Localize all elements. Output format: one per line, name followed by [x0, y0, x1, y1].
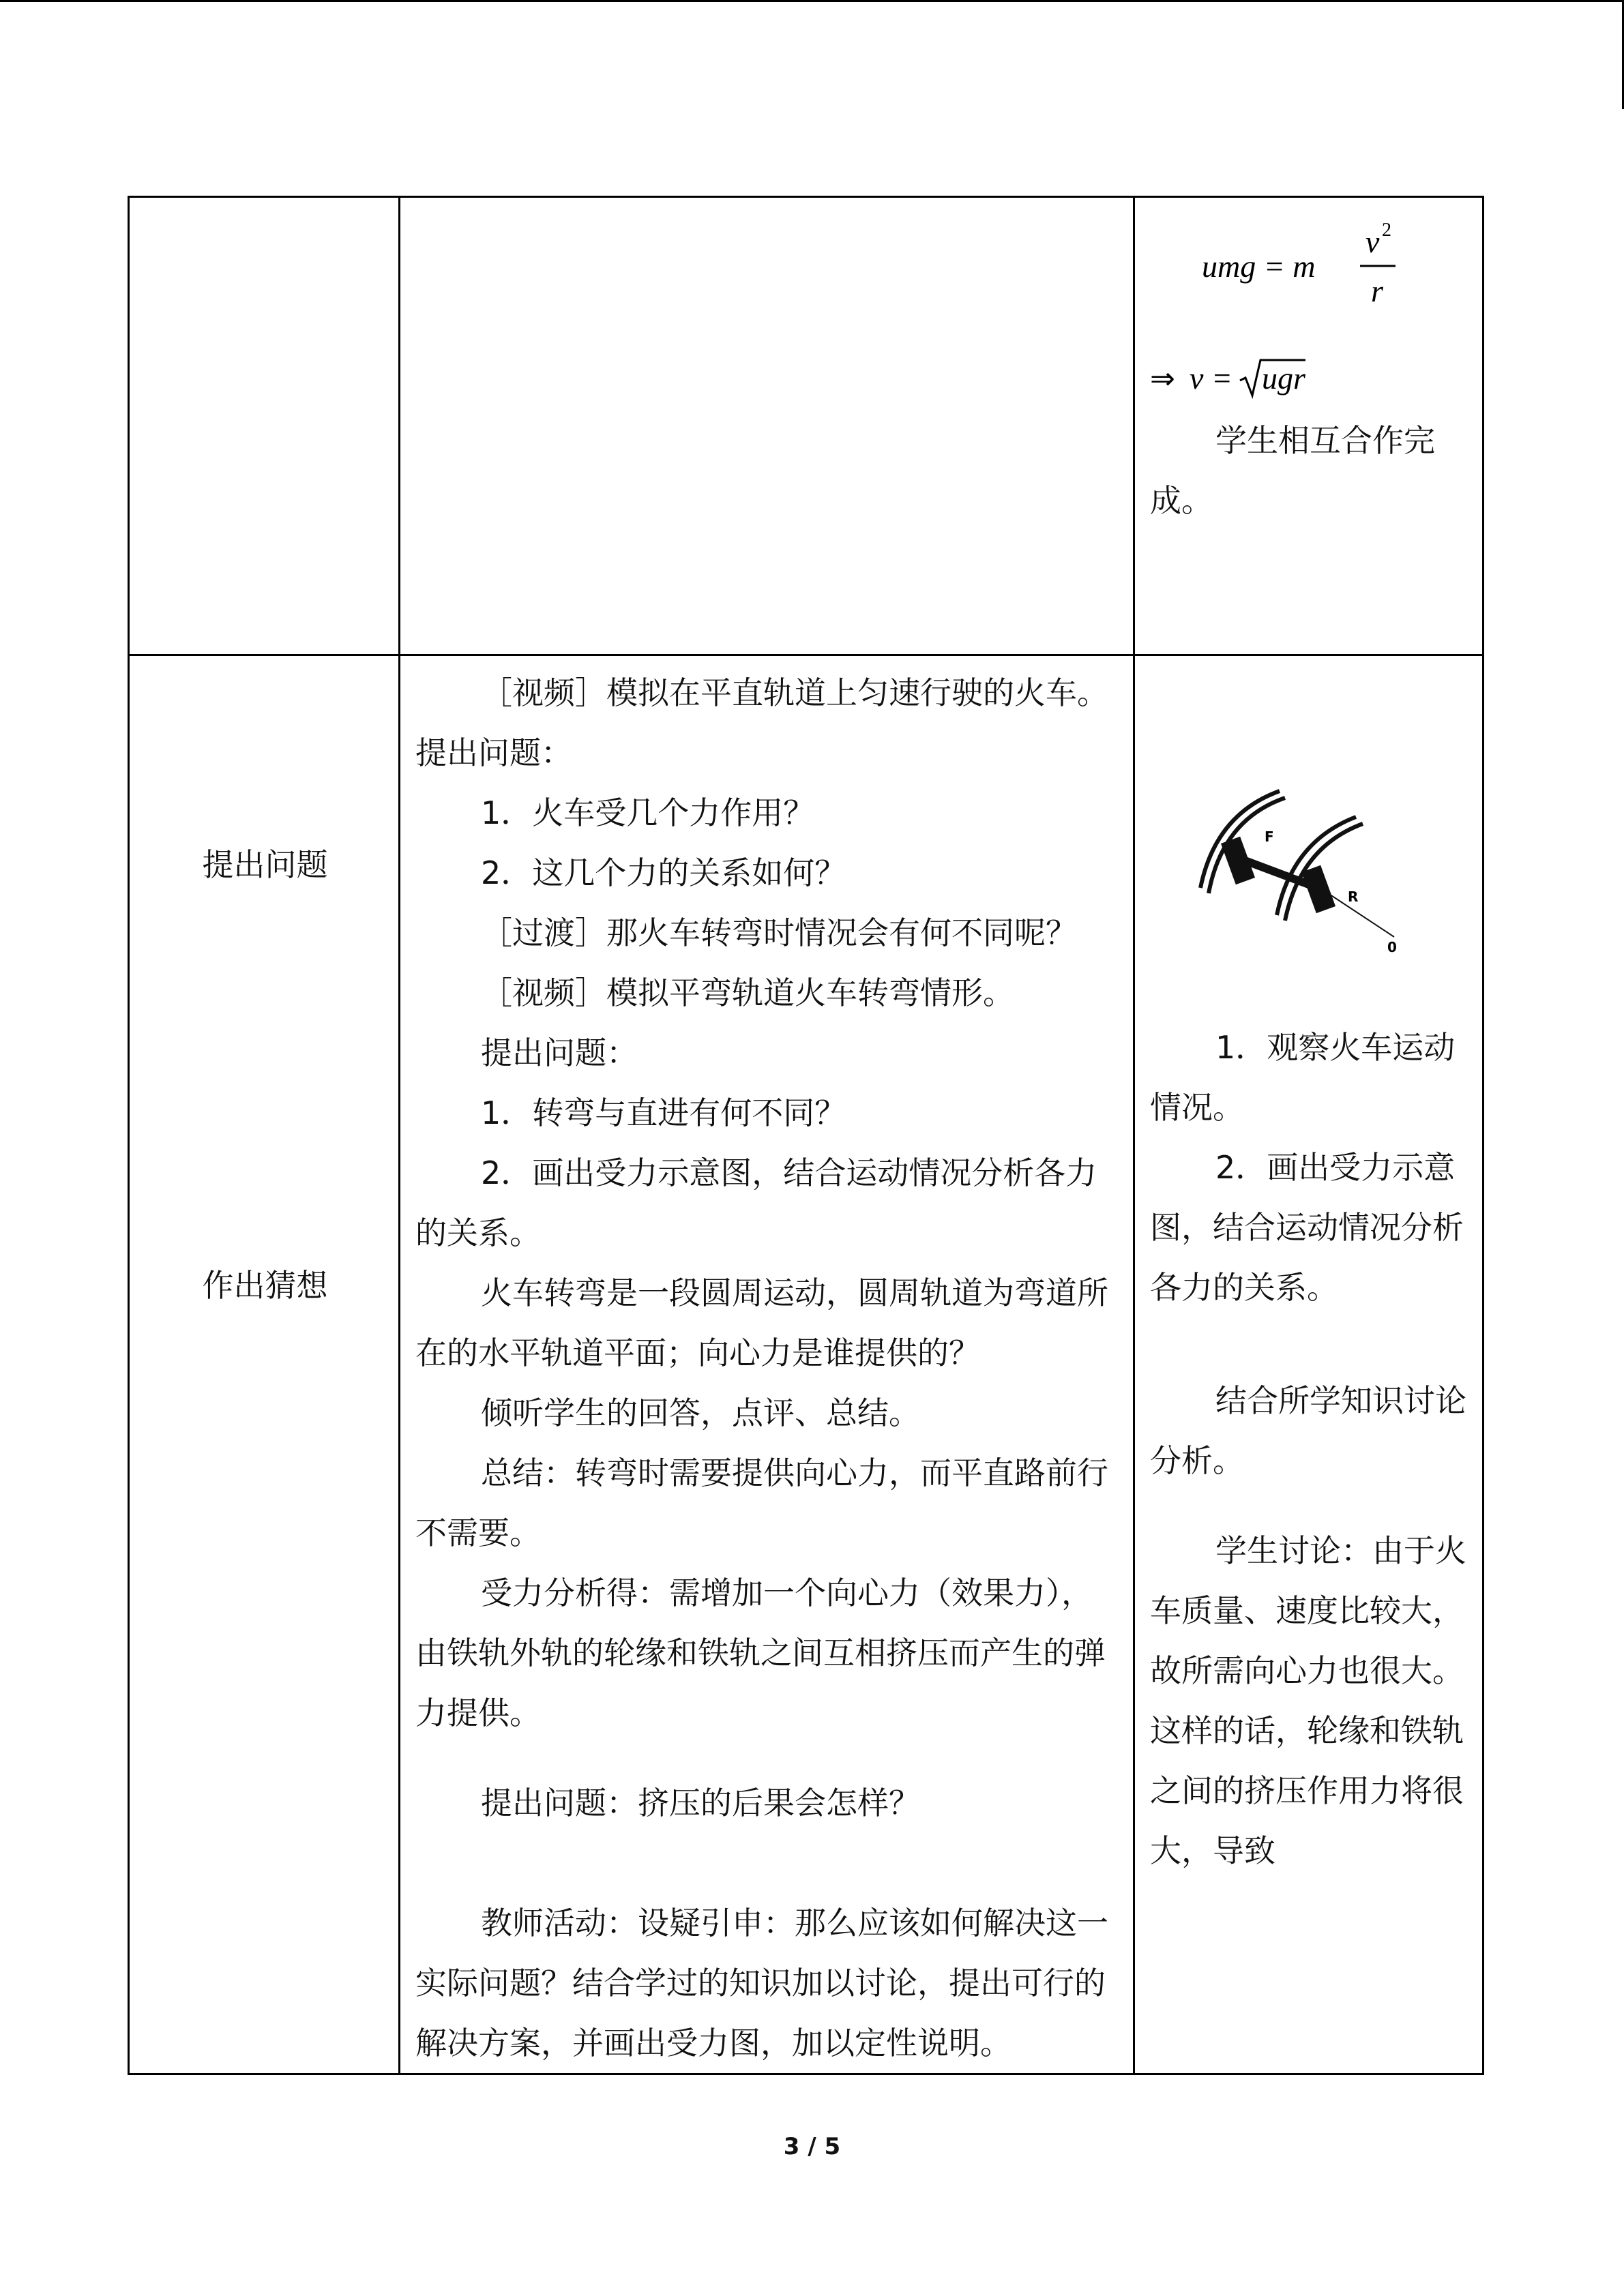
teacher-text: 倾听学生的回答，点评、总结。 — [481, 1395, 920, 1431]
teacher-text: 受力分析得：需增加一个向心力（效果力），由铁轨外轨的轮缘和铁轨之间互相挤压而产生的弹力提供。 — [415, 1575, 1106, 1731]
right-wheel — [1301, 865, 1335, 913]
student-text: 结合所学知识讨论分析。 — [1150, 1382, 1466, 1479]
stage-cell — [129, 197, 400, 655]
page-frame-top — [0, 0, 1624, 2]
student-text: 2．画出受力示意图，结合运动情况分析各力的关系。 — [1150, 1149, 1464, 1306]
teacher-text: 2．这几个力的关系如何？ — [481, 854, 846, 891]
lesson-plan-table — [128, 196, 1484, 2075]
student-activity-cell — [1134, 655, 1483, 2074]
page-number: 3 / 5 — [783, 2133, 841, 2160]
formula-denominator: r — [1371, 273, 1383, 308]
teacher-text: ［过渡］那火车转弯时情况会有何不同呢？ — [481, 914, 1077, 951]
teacher-text: 提出问题：挤压的后果会怎样？ — [481, 1785, 920, 1821]
formula-numerator-exponent: 2 — [1382, 220, 1391, 241]
force-label: F — [1265, 829, 1274, 845]
velocity-formula — [1135, 348, 1484, 416]
stage-label-raise-question: 提出问题 — [202, 846, 328, 883]
teacher-text: 教师活动：设疑引申：那么应该如何解决这一实际问题？结合学过的知识加以讨论，提出可行的解决方案，并画出受力图，加以定性说明。 — [415, 1905, 1108, 2061]
stage-cell — [129, 655, 400, 2074]
teacher-text: 1．火车受几个力作用？ — [481, 794, 815, 831]
train-turning-force-diagram — [1135, 717, 1484, 1004]
student-activity-cell — [1134, 197, 1483, 655]
radius-label: R — [1348, 889, 1359, 905]
teacher-text: 1．转弯与直进有何不同？ — [481, 1094, 846, 1131]
teacher-text: ［视频］模拟在平直轨道上匀速行驶的火车。提出问题： — [415, 674, 1108, 771]
stage-label-make-hypothesis: 作出猜想 — [202, 1267, 328, 1304]
implies-arrow: ⇒ — [1150, 361, 1175, 396]
teacher-text: ［视频］模拟平弯轨道火车转弯情形。 — [481, 974, 1014, 1011]
student-cooperation-text: 学生相互合作完成。 — [1150, 422, 1435, 519]
teacher-activity-cell — [400, 655, 1134, 2074]
formula-lhs: umg = m — [1202, 249, 1316, 284]
friction-formula — [1135, 198, 1484, 348]
student-text: 1．观察火车运动情况。 — [1150, 1029, 1456, 1126]
teacher-text: 火车转弯是一段圆周运动，圆周轨道为弯道所在的水平轨道平面；向心力是谁提供的？ — [415, 1274, 1108, 1371]
teacher-activity-cell — [400, 197, 1134, 655]
sqrt-argument: ugr — [1262, 361, 1305, 396]
center-label: 0 — [1387, 939, 1397, 955]
teacher-text: 提出问题： — [481, 1034, 638, 1071]
formula-numerator: v — [1365, 224, 1380, 259]
student-text: 学生讨论：由于火车质量、速度比较大，故所需向心力也很大。这样的话，轮缘和铁轨之间的挤压作用力将很大，导致 — [1150, 1532, 1466, 1869]
table-row — [129, 197, 1483, 655]
teacher-text: 2．画出受力示意图，结合运动情况分析各力的关系。 — [415, 1154, 1097, 1251]
teacher-text: 总结：转弯时需要提供向心力，而平直路前行不需要。 — [415, 1455, 1108, 1551]
table-row — [129, 655, 1483, 2074]
velocity-lhs: v = — [1190, 361, 1232, 396]
